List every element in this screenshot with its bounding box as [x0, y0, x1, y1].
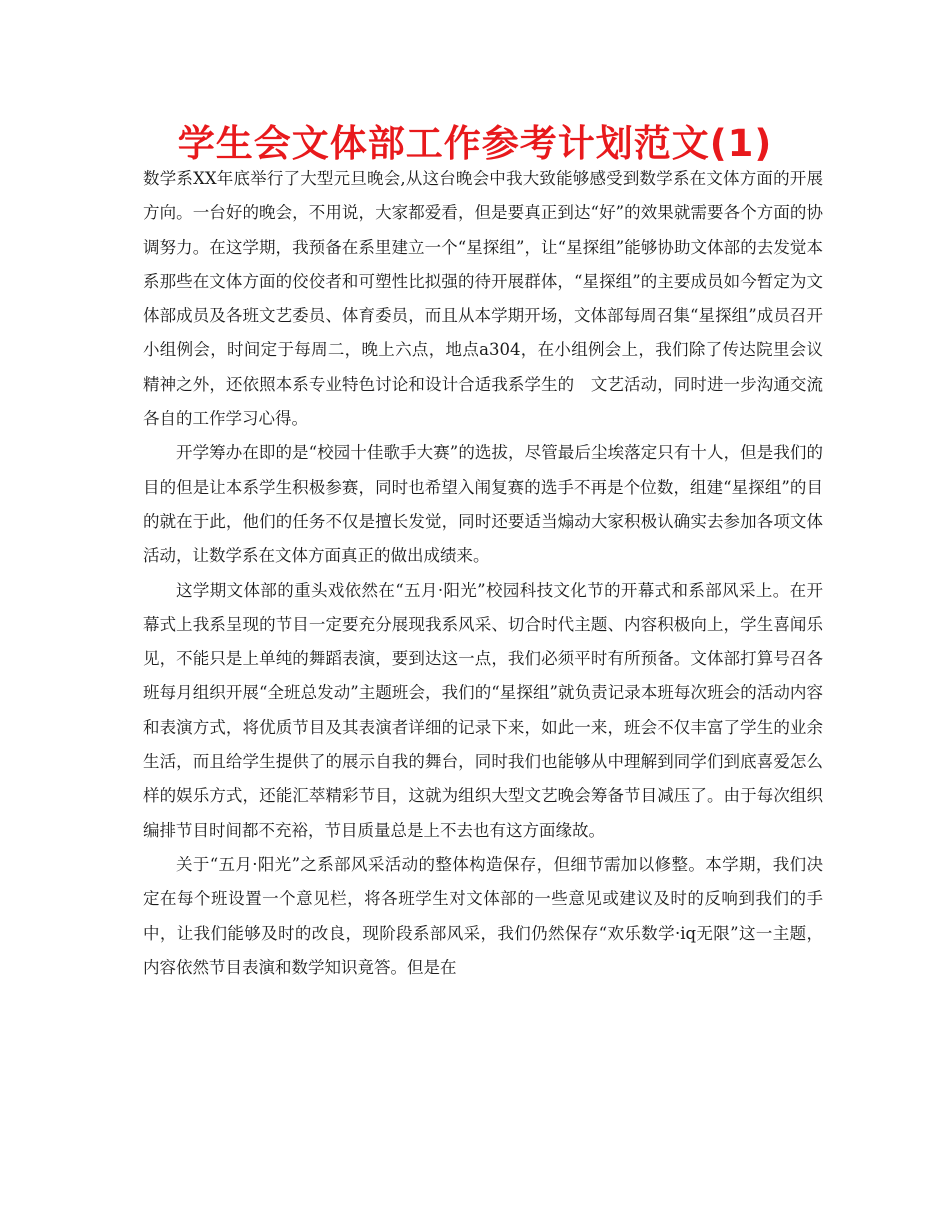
document-body — [143, 162, 823, 985]
document-title: 学生会文体部工作参考计划范文(1) — [177, 122, 773, 165]
paragraph-1: 数学系XX年底举行了大型元旦晚会,从这台晚会中我大致能够感受到数学系在文体方面的开展方向。一台好的晚会，不用说，大家都爱看，但是要真正到达“好”的效果就需要各个方面的协调努力。在这学期，我预备在系里建立一个“星探组”，让“星探组”能够协助文体部的去发觉本系那些在文体方面的佼佼者和可塑性比拟强的待开展群体，“星探组”的主要成员如今暂定为文体部成员及各班文艺委员、体育委员，而且从本学期开场，文体部每周召集“星探组”成员召开小组例会，时间定于每周二，晚上六点，地点a304，在小组例会上，我们除了传达院里会议精神之外，还依照本系专业特色讨论和设计合适我系学生的 文艺活动，同时进一步沟通交流各自的工作学习心得。 — [143, 169, 823, 429]
paragraph-3: 这学期文体部的重头戏依然在“五月·阳光”校园科技文化节的开幕式和系部风采上。在开幕式上我系呈现的节目一定要充分展现我系风采、切合时代主题、内容积极向上，学生喜闻乐见，不能只是上单纯的舞蹈表演，要到达这一点，我们必须平时有所预备。文体部打算号召各班每月组织开展“全班总发动”主题班会，我们的“星探组”就负责记录本班每次班会的活动内容和表演方式，将优质节目及其表演者详细的记录下来，如此一来，班会不仅丰富了学生的业余生活，而且给学生提供了的展示自我的舞台，同时我们也能够从中理解到同学们到底喜爱怎么样的娱乐方式，还能汇萃精彩节目，这就为组织大型文艺晚会筹备节目减压了。由于每次组织编排节目时间都不充裕，节目质量总是上不去也有这方面缘故。 — [143, 580, 823, 840]
paragraph-4: 关于“五月·阳光”之系部风采活动的整体构造保存，但细节需加以修整。本学期，我们决定在每个班设置一个意见栏，将各班学生对文体部的一些意见或建议及时的反响到我们的手中，让我们能够及时的改良，现阶段系部风采，我们仍然保存“欢乐数学·iq无限”这一主题，内容依然节目表演和数学知识竟答。但是在 — [143, 854, 823, 977]
paragraph-2: 开学筹办在即的是“校园十佳歌手大赛”的选拔，尽管最后尘埃落定只有十人，但是我们的目的但是让本系学生积极参赛，同时也希望入闱复赛的选手不再是个位数，组建“星探组”的目的就在于此，他们的任务不仅是擅长发觉，同时还要适当煽动大家积极认确实去参加各项文体活动，让数学系在文体方面真正的做出成绩来。 — [143, 443, 823, 566]
